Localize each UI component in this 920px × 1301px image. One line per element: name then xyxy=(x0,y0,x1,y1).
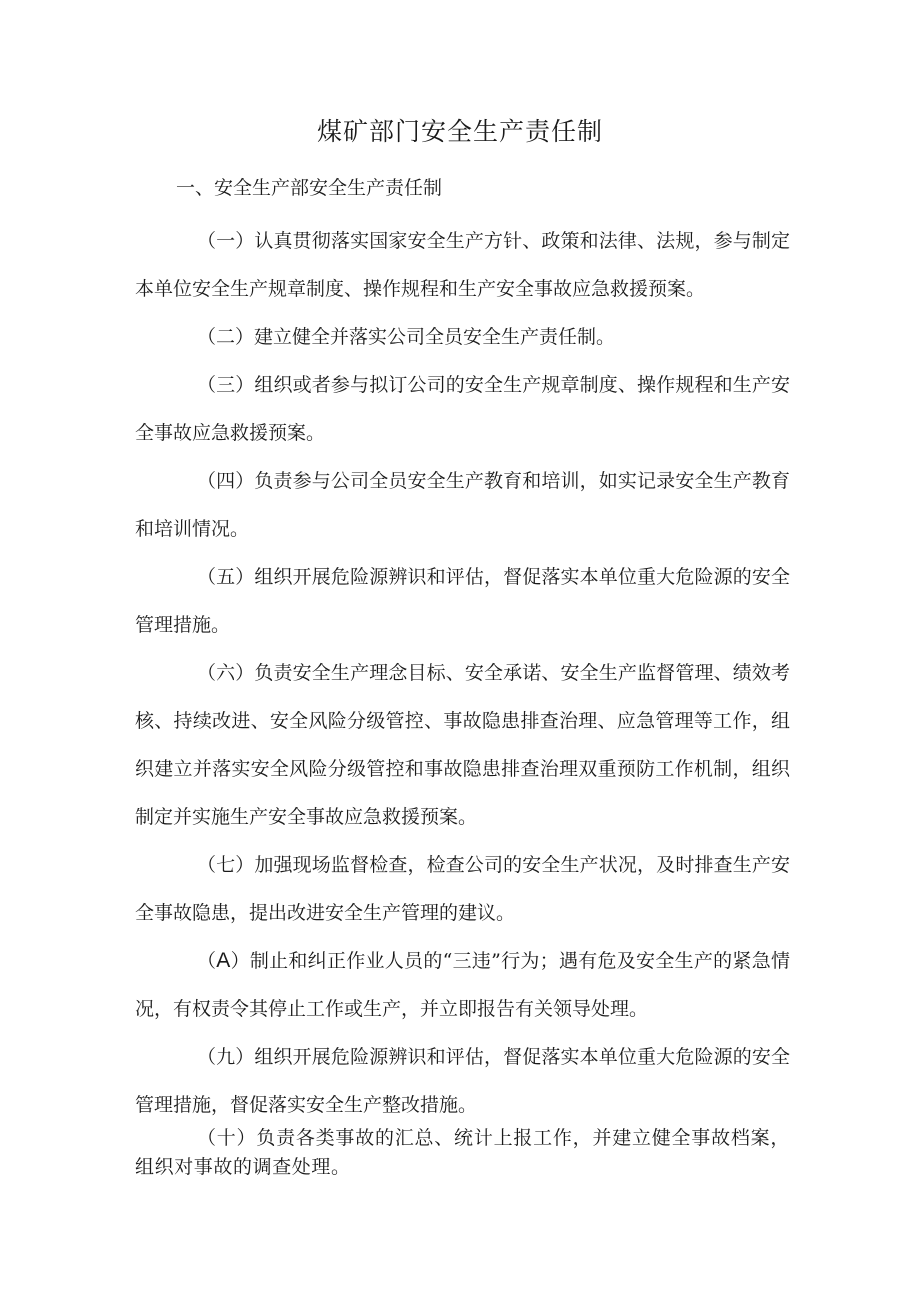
paragraph-label: （九） xyxy=(197,1046,255,1068)
paragraph-label: （二） xyxy=(197,326,255,348)
paragraph-2 xyxy=(135,313,790,361)
paragraph-label-open: （ xyxy=(197,950,217,972)
paragraph-10 xyxy=(135,1124,790,1182)
paragraph-text: 组织开展危险源辨识和评估，督促落实本单位重大危险源的安全管理措施。 xyxy=(135,566,790,636)
paragraph-4 xyxy=(135,457,790,553)
paragraph-label: （六） xyxy=(197,662,255,684)
paragraph-text: 负责各类事故的汇总、统计上报工作，并建立健全事故档案，组织对事故的调查处理。 xyxy=(135,1127,790,1178)
document-title: 煤矿部门安全生产责任制 xyxy=(316,117,603,146)
paragraph-text: 负责安全生产理念目标、安全承诺、安全生产监督管理、绩效考核、持续改进、安全风险分级管控、事故隐患排查治理、应急管理等工作，组织建立并落实安全风险分级管控和事故隐患排查治理双重预防工作机制，组织制定并实施生产安全事故应急救援预案。 xyxy=(135,662,790,828)
paragraph-text: 加强现场监督检查，检查公司的安全生产状况，及时排查生产安全事故隐患，提出改进安全生产管理的建议。 xyxy=(135,854,790,924)
paragraph-7 xyxy=(135,841,790,937)
paragraph-label: （三） xyxy=(197,374,255,396)
paragraph-label: （七） xyxy=(197,854,255,876)
paragraph-6 xyxy=(135,649,790,841)
paragraph-label: （一） xyxy=(197,230,255,252)
paragraph-1 xyxy=(135,217,790,313)
paragraph-text: 负责参与公司全员安全生产教育和培训，如实记录安全生产教育和培训情况。 xyxy=(135,470,790,540)
paragraph-3 xyxy=(135,361,790,457)
section-heading: 一、安全生产部安全生产责任制 xyxy=(176,177,443,199)
paragraph-label-mark: A xyxy=(216,949,231,972)
paragraph-text: 组织开展危险源辨识和评估，督促落实本单位重大危险源的安全管理措施，督促落实安全生产整改措施。 xyxy=(135,1046,790,1116)
paragraph-text: 制止和纠正作业人员的“三违”行为；遇有危及安全生产的紧急情况，有权责令其停止工作或生产，并立即报告有关领导处理。 xyxy=(135,950,790,1020)
paragraph-text: 认真贯彻落实国家安全生产方针、政策和法律、法规，参与制定本单位安全生产规章制度、操作规程和生产安全事故应急救援预案。 xyxy=(135,230,790,300)
paragraph-8 xyxy=(135,937,790,1033)
paragraph-text: 组织或者参与拟订公司的安全生产规章制度、操作规程和生产安全事故应急救援预案。 xyxy=(135,374,790,444)
paragraph-label xyxy=(197,950,250,972)
paragraph-text: 建立健全并落实公司全员安全生产责任制。 xyxy=(254,326,616,348)
paragraph-label-close: ） xyxy=(230,950,250,972)
paragraph-9 xyxy=(135,1033,790,1129)
paragraph-5 xyxy=(135,553,790,649)
paragraph-label: （四） xyxy=(197,470,255,492)
paragraph-label: （十） xyxy=(197,1127,257,1149)
paragraph-label: （五） xyxy=(197,566,255,588)
